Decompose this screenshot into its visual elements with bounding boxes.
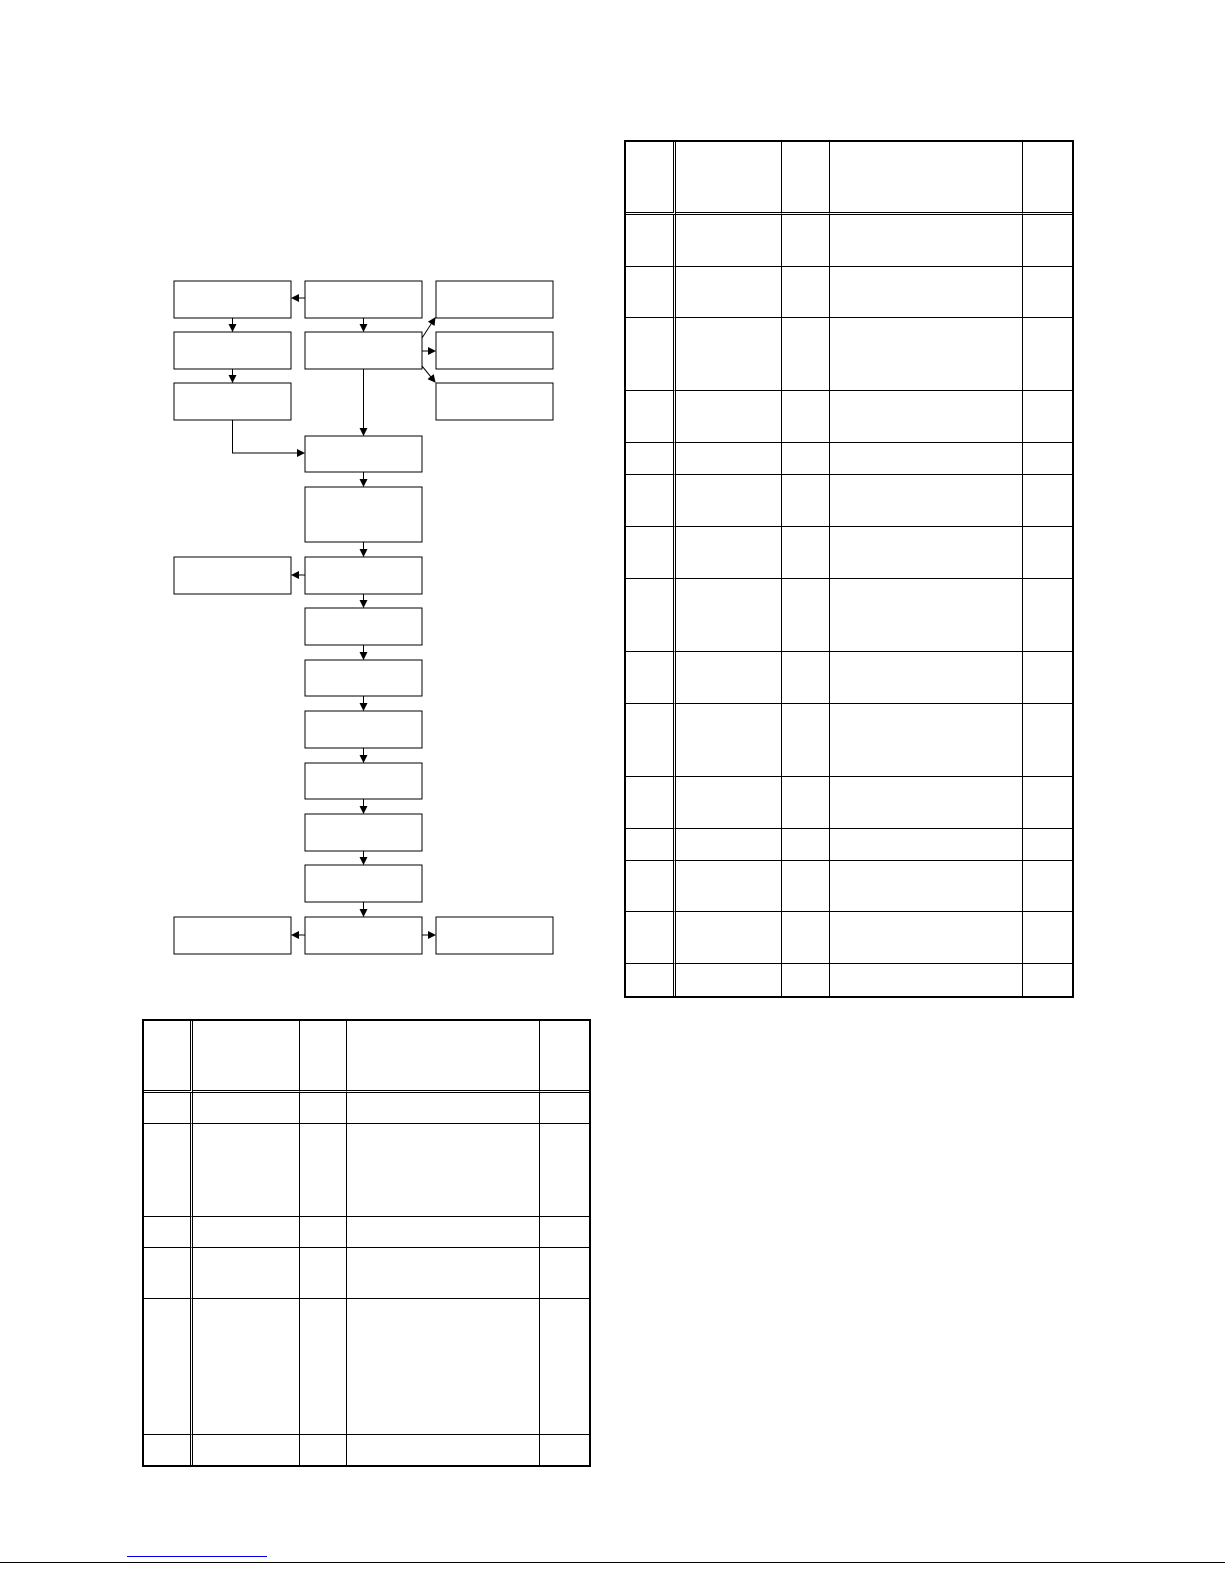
- table-row: [144, 1217, 589, 1248]
- table-row: [626, 391, 1072, 443]
- box-step-4: [305, 763, 422, 799]
- box-bottom-center: [305, 917, 422, 954]
- box-branch-center: [305, 557, 422, 594]
- table-cell: [626, 318, 676, 391]
- table-cell: [782, 704, 830, 777]
- box-step-3: [305, 711, 422, 748]
- table-cell: [193, 1217, 300, 1248]
- table-cell: [782, 318, 830, 391]
- table-row: [626, 777, 1072, 829]
- table-row: [626, 267, 1072, 318]
- table-cell: [676, 861, 782, 912]
- table-cell: [830, 527, 1023, 579]
- table-cell: [540, 1299, 589, 1435]
- table-cell: [193, 1299, 300, 1435]
- table-cell: [676, 475, 782, 527]
- table-cell: [540, 1124, 589, 1217]
- table-cell: [830, 777, 1023, 829]
- table-cell: [626, 475, 676, 527]
- table-cell: [676, 829, 782, 861]
- table-cell: [144, 1217, 193, 1248]
- box-branch-left: [174, 557, 291, 594]
- table-cell: [300, 1093, 347, 1124]
- table-cell: [830, 652, 1023, 704]
- table-cell: [540, 1217, 589, 1248]
- table-cell: [676, 391, 782, 443]
- table-cell: [676, 964, 782, 996]
- table-cell: [626, 527, 676, 579]
- table-cell: [1023, 527, 1072, 579]
- table-cell: [1023, 777, 1072, 829]
- table-cell: [1023, 704, 1072, 777]
- table-cell: [347, 1124, 540, 1217]
- table-cell: [626, 391, 676, 443]
- table-cell: [1023, 579, 1072, 652]
- table-cell: [626, 142, 676, 215]
- box-second-left: [174, 332, 291, 369]
- table-cell: [144, 1435, 193, 1465]
- table-row: [626, 861, 1072, 912]
- table-cell: [782, 267, 830, 318]
- table-cell: [1023, 861, 1072, 912]
- table-cell: [782, 142, 830, 215]
- table-row: [626, 912, 1072, 964]
- table-cell: [144, 1021, 193, 1093]
- table-cell: [782, 391, 830, 443]
- table-cell: [193, 1093, 300, 1124]
- table-cell: [1023, 912, 1072, 964]
- table-cell: [193, 1021, 300, 1093]
- table-cell: [626, 579, 676, 652]
- table-cell: [782, 443, 830, 475]
- table-row: [626, 527, 1072, 579]
- table-cell: [626, 267, 676, 318]
- table-cell: [300, 1299, 347, 1435]
- table-cell: [1023, 443, 1072, 475]
- box-second-right: [436, 332, 553, 369]
- table-cell: [830, 318, 1023, 391]
- table-row: [144, 1093, 589, 1124]
- table-cell: [782, 964, 830, 996]
- table-cell: [676, 443, 782, 475]
- data-table-left: [142, 1019, 591, 1467]
- table-row: [626, 704, 1072, 777]
- box-third-left: [174, 383, 291, 420]
- table-cell: [626, 861, 676, 912]
- box-step-2: [305, 660, 422, 696]
- table-cell: [782, 215, 830, 267]
- table-cell: [676, 142, 782, 215]
- table-cell: [676, 318, 782, 391]
- table-row: [626, 964, 1072, 996]
- table-row: [144, 1435, 589, 1465]
- table-cell: [300, 1248, 347, 1299]
- table-cell: [626, 443, 676, 475]
- table-cell: [1023, 391, 1072, 443]
- table-cell: [626, 964, 676, 996]
- table-cell: [676, 777, 782, 829]
- table-cell: [830, 267, 1023, 318]
- table-cell: [1023, 267, 1072, 318]
- table-cell: [193, 1248, 300, 1299]
- table-cell: [1023, 318, 1072, 391]
- table-cell: [782, 527, 830, 579]
- table-cell: [193, 1435, 300, 1465]
- arrow-to-third-right: [422, 366, 435, 382]
- table-cell: [144, 1248, 193, 1299]
- box-step-6: [305, 865, 422, 902]
- table-cell: [676, 579, 782, 652]
- box-top-left: [174, 281, 291, 318]
- table-cell: [347, 1435, 540, 1465]
- box-top-right: [436, 281, 553, 318]
- table-cell: [347, 1217, 540, 1248]
- table-cell: [830, 391, 1023, 443]
- table-cell: [1023, 652, 1072, 704]
- table-cell: [676, 527, 782, 579]
- table-cell: [300, 1435, 347, 1465]
- table-cell: [1023, 215, 1072, 267]
- table-cell: [300, 1217, 347, 1248]
- box-tall: [305, 487, 422, 542]
- table-cell: [782, 777, 830, 829]
- data-table-right: [624, 140, 1074, 998]
- table-cell: [626, 215, 676, 267]
- table-cell: [626, 777, 676, 829]
- table-row: [626, 443, 1072, 475]
- table-cell: [676, 912, 782, 964]
- table-cell: [676, 652, 782, 704]
- table-cell: [300, 1021, 347, 1093]
- table-cell: [347, 1021, 540, 1093]
- table-row: [144, 1299, 589, 1435]
- table-cell: [347, 1093, 540, 1124]
- table-cell: [144, 1299, 193, 1435]
- table-cell: [830, 475, 1023, 527]
- table-cell: [540, 1021, 589, 1093]
- table-cell: [676, 704, 782, 777]
- table-cell: [830, 861, 1023, 912]
- arrow-to-top-right: [422, 318, 435, 338]
- table-cell: [782, 912, 830, 964]
- footer-divider: [0, 1562, 1225, 1563]
- table-cell: [830, 579, 1023, 652]
- table-cell: [626, 912, 676, 964]
- table-row: [144, 1124, 589, 1217]
- table-cell: [830, 142, 1023, 215]
- table-cell: [347, 1248, 540, 1299]
- table-cell: [782, 861, 830, 912]
- table-cell: [830, 443, 1023, 475]
- box-third-right: [436, 383, 553, 420]
- arrow-third-left-to-merge: [233, 420, 305, 453]
- table-cell: [782, 579, 830, 652]
- table-cell: [300, 1124, 347, 1217]
- table-cell: [1023, 142, 1072, 215]
- table-cell: [144, 1124, 193, 1217]
- table-cell: [193, 1124, 300, 1217]
- table-cell: [782, 652, 830, 704]
- footer-link-underline[interactable]: [127, 1556, 267, 1557]
- table-cell: [1023, 829, 1072, 861]
- table-cell: [1023, 475, 1072, 527]
- box-second-center: [305, 332, 422, 369]
- table-cell: [782, 829, 830, 861]
- box-bottom-right: [436, 917, 553, 954]
- table-row: [626, 215, 1072, 267]
- table-cell: [347, 1299, 540, 1435]
- box-step-1: [305, 608, 422, 645]
- box-bottom-left: [174, 917, 291, 954]
- table-cell: [676, 267, 782, 318]
- table-row: [626, 475, 1072, 527]
- table-cell: [540, 1248, 589, 1299]
- table-cell: [782, 475, 830, 527]
- table-cell: [540, 1435, 589, 1465]
- table-cell: [830, 829, 1023, 861]
- table-row: [626, 318, 1072, 391]
- table-row: [144, 1248, 589, 1299]
- table-cell: [830, 704, 1023, 777]
- table-row: [626, 652, 1072, 704]
- box-merge: [305, 436, 422, 472]
- table-cell: [676, 215, 782, 267]
- box-top-center: [305, 281, 422, 318]
- table-row: [626, 579, 1072, 652]
- box-step-5: [305, 814, 422, 851]
- table-header-row: [144, 1021, 589, 1093]
- table-cell: [830, 912, 1023, 964]
- table-row: [626, 829, 1072, 861]
- table-cell: [144, 1093, 193, 1124]
- table-cell: [626, 829, 676, 861]
- table-cell: [626, 652, 676, 704]
- table-header-row: [626, 142, 1072, 215]
- table-cell: [830, 964, 1023, 996]
- table-cell: [626, 704, 676, 777]
- table-cell: [540, 1093, 589, 1124]
- table-cell: [830, 215, 1023, 267]
- table-cell: [1023, 964, 1072, 996]
